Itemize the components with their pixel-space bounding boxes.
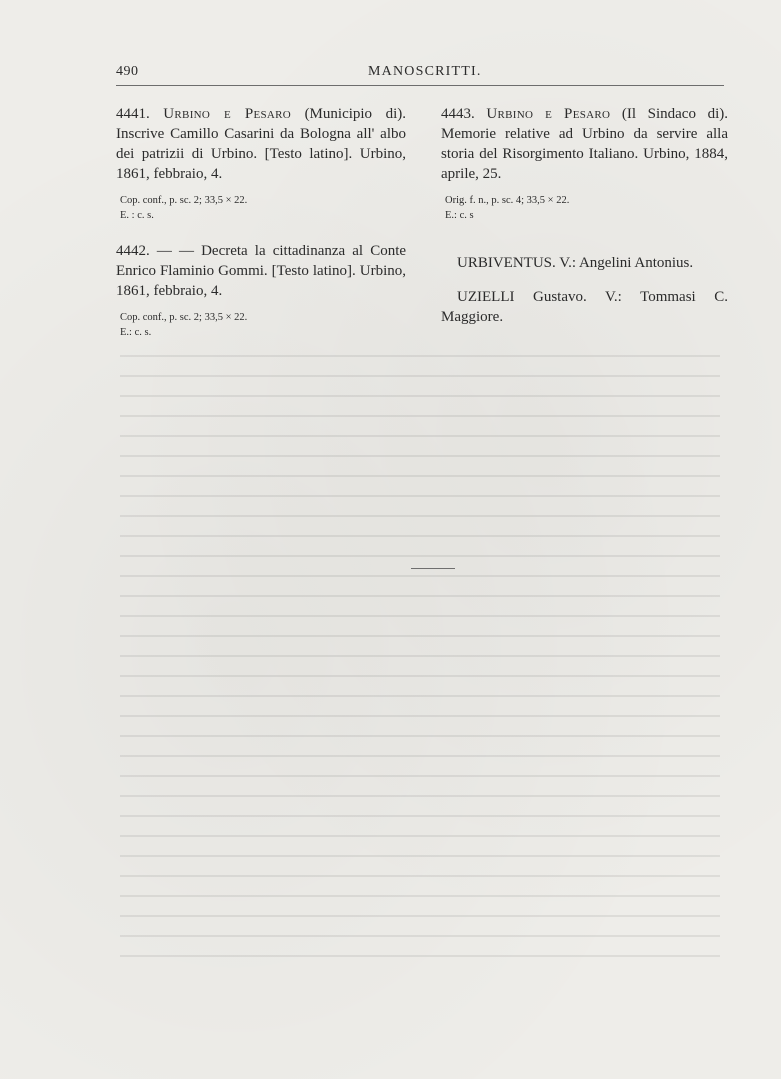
note-line: Cop. conf., p. sc. 2; 33,5 × 22. — [120, 195, 248, 206]
show-through-rule — [411, 568, 455, 569]
entry-text: (Il Sindaco di). Memorie relative ad Urbino da servire alla storia del Risorgimento Italiano. Urbino, 1884, aprile, 25. — [441, 106, 728, 182]
entry-note — [120, 193, 406, 223]
entry-text: (Municipio di). Inscrive Camillo Casarini da Bologna all' albo dei patrizii di Urbino. [Testo latino]. Urbino, 1861, febbraio, 4. — [116, 106, 406, 182]
entry-note — [120, 310, 406, 340]
note-line: Orig. f. n., p. sc. 4; 33,5 × 22. — [445, 195, 570, 206]
right-column — [441, 104, 728, 327]
note-line: E. : c. s. — [120, 210, 154, 221]
entry-place: Urbino e Pesaro — [486, 106, 611, 122]
note-line: E.: c. s. — [120, 327, 152, 338]
entry-place: — — — [156, 243, 194, 259]
cross-reference: UZIELLI Gustavo. V.: Tommasi C. Maggiore. — [441, 289, 728, 325]
running-title: MANOSCRITTI. — [368, 64, 482, 79]
entry-4443 — [441, 104, 728, 184]
entry-4441 — [116, 104, 406, 184]
entry-number: 4441. — [116, 106, 150, 122]
entry-place: Urbino e Pesaro — [163, 106, 292, 122]
page-header — [116, 64, 724, 88]
header-rule — [116, 85, 724, 86]
entry-number: 4442. — [116, 243, 150, 259]
entry-4442 — [116, 241, 406, 301]
entry-note — [445, 193, 728, 223]
note-line: E.: c. s — [445, 210, 474, 221]
page-number: 490 — [116, 64, 139, 79]
note-line: Cop. conf., p. sc. 2; 33,5 × 22. — [120, 312, 248, 323]
cross-reference: URBIVENTUS. V.: Angelini Antonius. — [457, 255, 694, 271]
entry-number: 4443. — [441, 106, 475, 122]
show-through-texture — [120, 355, 720, 975]
left-column — [116, 104, 406, 340]
entry-text: Decreta la cittadinanza al Conte Enrico Flaminio Gommi. [Testo latino]. Urbino, 1861, febbraio, 4. — [116, 243, 407, 299]
